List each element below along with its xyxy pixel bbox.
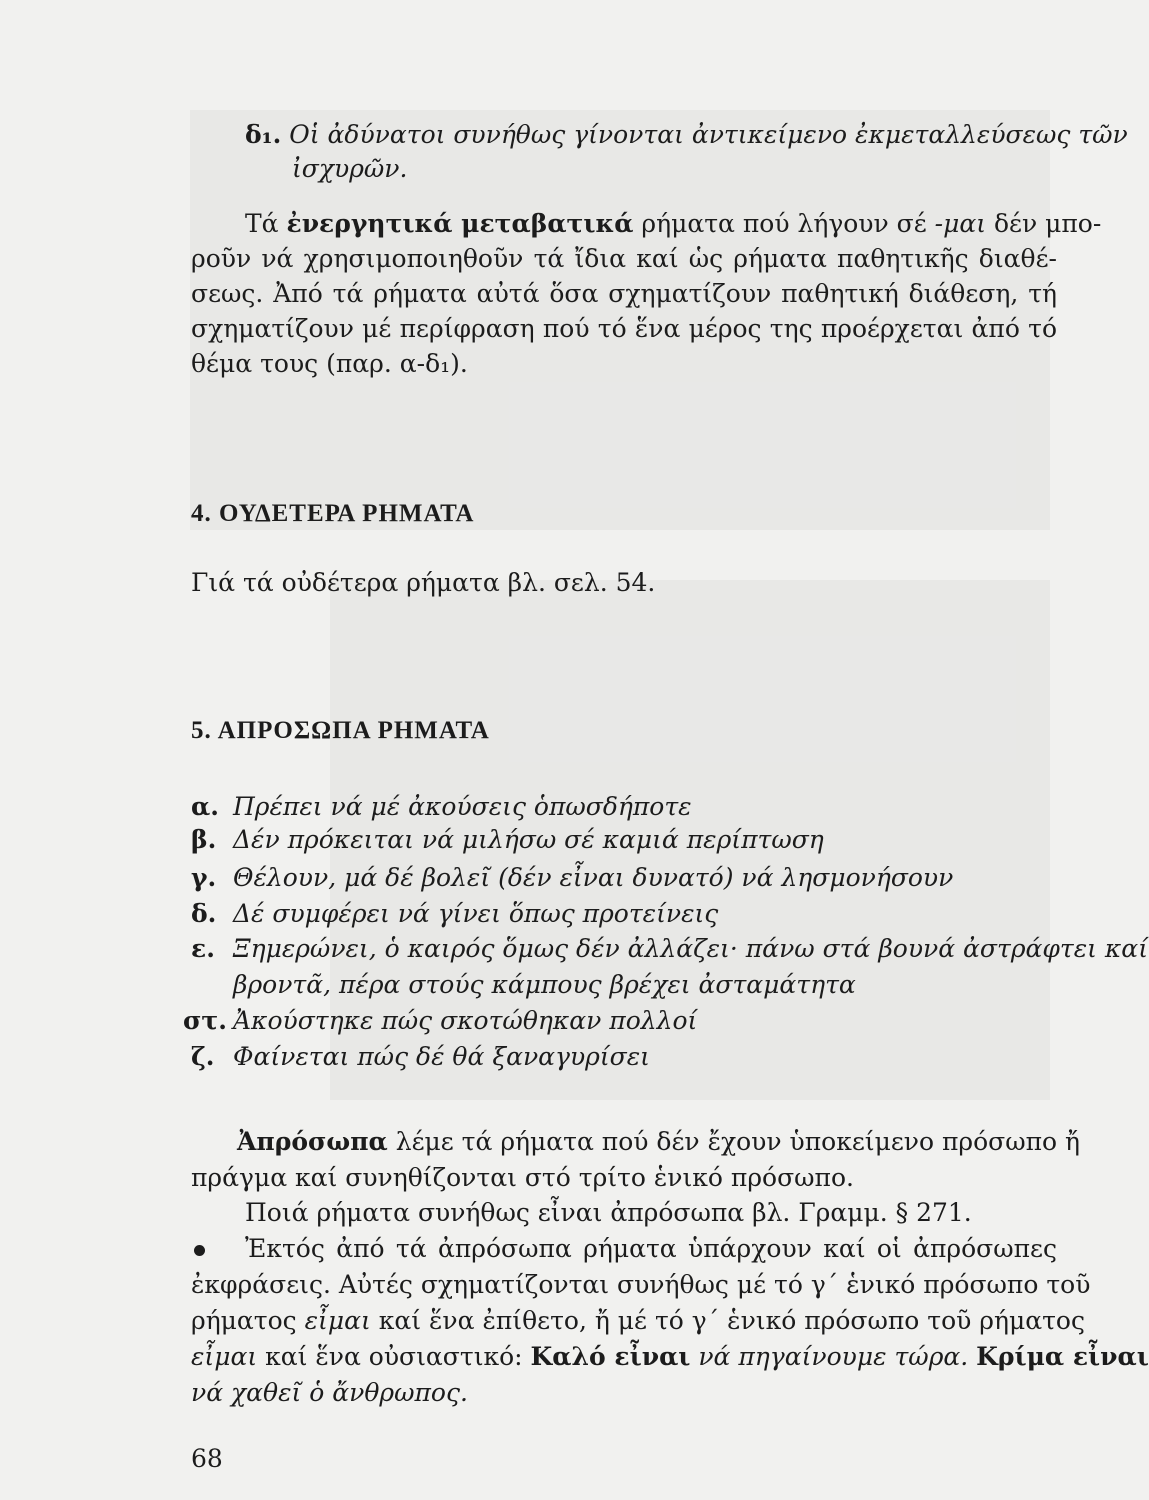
text-span: καί ἕνα ἐπίθετο, ἤ μέ τό γ΄ ἑνικό πρόσωπο τοῦ ρήματος: [370, 1306, 1085, 1335]
expressions-line-3: [191, 1304, 1085, 1338]
italic-verb: εἶμαι: [191, 1342, 258, 1371]
expressions-line-4: [191, 1340, 1149, 1374]
d1-label: δ₁.: [245, 120, 282, 149]
example-label: ζ.: [191, 1042, 215, 1071]
bold-example: Κρίμα εἶναι: [976, 1342, 1149, 1371]
example-text: Ξημερώνει, ὁ καιρός ὅμως δέν ἀλλάζει· πάνω στά βουνά ἀστράφτει καί: [233, 934, 1148, 963]
expressions-line-5: νά χαθεῖ ὁ ἄνθρωπος.: [191, 1378, 468, 1407]
example-text: Δέ συμφέρει νά γίνει ὅπως προτείνεις: [233, 899, 719, 928]
example-b: [191, 823, 824, 857]
d1-note-line-1: [245, 118, 1128, 152]
active-paragraph-line-5: θέμα τους (παρ. α-δ₁).: [191, 349, 468, 378]
definition-line-1: [237, 1125, 1081, 1159]
text-span: ρήματα πού λήγουν σέ: [633, 209, 935, 238]
italic-suffix: -μαι: [934, 209, 987, 238]
example-label: ε.: [191, 934, 215, 963]
example-label: γ.: [191, 863, 217, 892]
bullet-icon: [194, 1245, 205, 1256]
text-span: δέν μπο-: [986, 209, 1102, 238]
example-c: [191, 861, 953, 895]
active-paragraph-line-3: σεως. Ἀπό τά ρήματα αὐτά ὅσα σχηματίζουν παθητική διάθεση, τή: [191, 279, 1057, 308]
example-label: δ.: [191, 899, 217, 928]
example-text: Ἀκούστηκε πώς σκοτώθηκαν πολλοί: [233, 1006, 698, 1035]
section-4-heading: 4. ΟΥΔΕΤΕΡΑ ΡΗΜΑΤΑ: [191, 500, 475, 527]
example-st: [183, 1004, 697, 1038]
example-label: στ.: [183, 1006, 227, 1035]
text-span: λέμε τά ρήματα πού δέν ἔχουν ὑποκείμενο πρόσωπο ἤ: [387, 1127, 1081, 1156]
example-text: Δέν πρόκειται νά μιλήσω σέ καμιά περίπτωση: [233, 825, 824, 854]
page-number: 68: [191, 1444, 223, 1473]
active-paragraph-line-1: [245, 207, 1102, 241]
d1-note-line-2: ἰσχυρῶν.: [292, 154, 408, 183]
section-4-text: Γιά τά οὐδέτερα ρήματα βλ. σελ. 54.: [191, 568, 656, 597]
example-label: α.: [191, 792, 219, 821]
text-span: ρήματος: [191, 1306, 305, 1335]
definition-line-2: πράγμα καί συνηθίζονται στό τρίτο ἑνικό πρόσωπο.: [191, 1163, 854, 1192]
example-e: [191, 932, 1148, 966]
definition-term: Ἀπρόσωπα: [237, 1127, 388, 1156]
example-text: Θέλουν, μά δέ βολεῖ (δέν εἶναι δυνατό) νά λησμονήσουν: [233, 863, 954, 892]
italic-example: νά πηγαίνουμε τώρα.: [690, 1342, 977, 1371]
bold-example: Καλό εἶναι: [530, 1342, 691, 1371]
expressions-line-1: Ἐκτός ἀπό τά ἀπρόσωπα ρήματα ὑπάρχουν καί οἱ ἀπρόσωπες: [245, 1234, 1057, 1263]
text-span: καί ἕνα οὐσιαστικό:: [257, 1342, 531, 1371]
example-label: β.: [191, 825, 217, 854]
section-5-heading: 5. ΑΠΡΟΣΩΠΑ ΡΗΜΑΤΑ: [191, 717, 490, 744]
example-a: [191, 790, 692, 824]
active-paragraph-line-2: ροῦν νά χρησιμοποιηθοῦν τά ἴδια καί ὡς ρήματα παθητικῆς διαθέ-: [191, 244, 1057, 273]
d1-text: Οἱ ἀδύνατοι συνήθως γίνονται ἀντικείμενο ἐκμεταλλεύσεως τῶν: [289, 120, 1128, 149]
example-text: Πρέπει νά μέ ἀκούσεις ὁπωσδήποτε: [233, 792, 692, 821]
which-verbs-line: Ποιά ρήματα συνήθως εἶναι ἀπρόσωπα βλ. Γραμμ. § 271.: [245, 1198, 972, 1227]
text-span: Τά: [245, 209, 287, 238]
bold-term: ἐνεργητικά μεταβατικά: [286, 209, 634, 238]
example-text: Φαίνεται πώς δέ θά ξαναγυρίσει: [233, 1042, 650, 1071]
expressions-line-2: ἐκφράσεις. Αὐτές σχηματίζονται συνήθως μέ τό γ΄ ἑνικό πρόσωπο τοῦ: [191, 1270, 1091, 1299]
example-d: [191, 897, 718, 931]
example-e-continued: βροντᾶ, πέρα στούς κάμπους βρέχει ἀσταμάτητα: [233, 970, 856, 999]
example-z: [191, 1040, 650, 1074]
active-paragraph-line-4: σχηματίζουν μέ περίφραση πού τό ἕνα μέρος της προέρχεται ἀπό τό: [191, 314, 1057, 343]
italic-verb: εἶμαι: [304, 1306, 371, 1335]
